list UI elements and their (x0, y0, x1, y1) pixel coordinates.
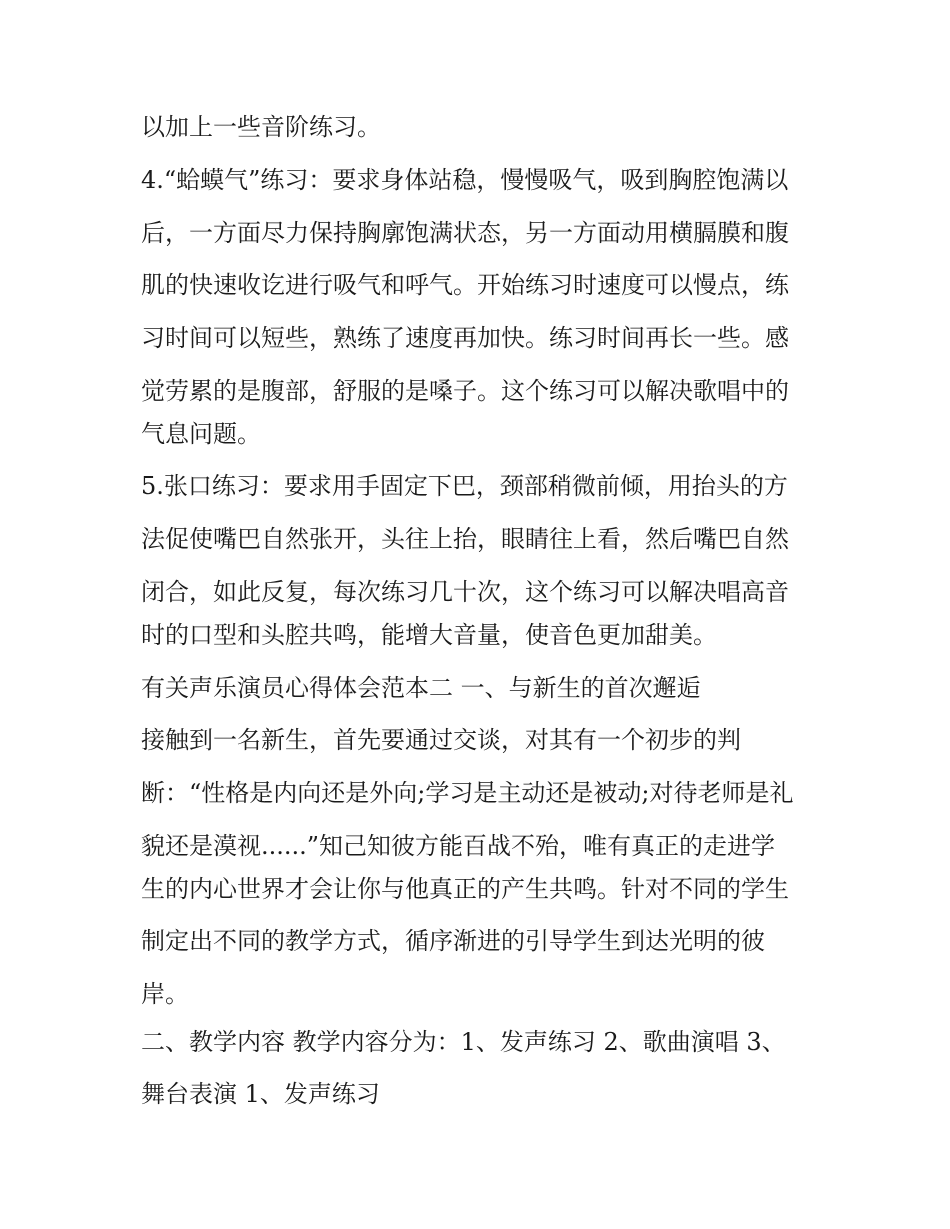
text-line: 习时间可以短些，熟练了速度再加快。练习时间再长一些。感 (141, 324, 789, 352)
text-line: 接触到一名新生，首先要通过交谈，对其有一个初步的判 (141, 726, 741, 754)
text-line: 生的内心世界才会让你与他真正的产生共鸣。针对不同的学生 (141, 875, 789, 903)
text-line: 后，一方面尽力保持胸廓饱满状态，另一方面动用横膈膜和腹 (141, 219, 789, 247)
text-line: 肌的快速收讫进行吸气和呼气。开始练习时速度可以慢点，练 (141, 271, 789, 299)
text-line: 法促使嘴巴自然张开，头往上抬，眼睛往上看，然后嘴巴自然 (141, 525, 789, 553)
text-line: 时的口型和头腔共鸣，能增大音量，使音色更加甜美。 (141, 621, 717, 649)
text-line: 5.张口练习：要求用手固定下巴，颈部稍微前倾，用抬头的方 (141, 472, 788, 500)
text-line: 断：“性格是内向还是外向;学习是主动还是被动;对待老师是礼 (141, 779, 794, 807)
text-line: 觉劳累的是腹部，舒服的是嗓子。这个练习可以解决歌唱中的 (141, 377, 789, 405)
text-line: 4.“蛤蟆气”练习：要求身体站稳，慢慢吸气，吸到胸腔饱满以 (141, 166, 789, 194)
text-line: 岸。 (141, 980, 189, 1008)
text-line: 舞台表演 1、发声练习 (141, 1080, 380, 1108)
text-line: 以加上一些音阶练习。 (141, 113, 381, 141)
text-line: 气息问题。 (141, 420, 261, 448)
section-heading: 有关声乐演员心得体会范本二 一、与新生的首次邂逅 (141, 674, 701, 702)
text-line: 闭合，如此反复，每次练习几十次，这个练习可以解决唱高音 (141, 578, 789, 606)
section-heading: 二、教学内容 教学内容分为：1、发声练习 2、歌曲演唱 3、 (141, 1028, 786, 1056)
text-line: 制定出不同的教学方式，循序渐进的引导学生到达光明的彼 (141, 927, 765, 955)
text-line: 貌还是漠视......”知己知彼方能百战不殆，唯有真正的走进学 (141, 832, 776, 860)
